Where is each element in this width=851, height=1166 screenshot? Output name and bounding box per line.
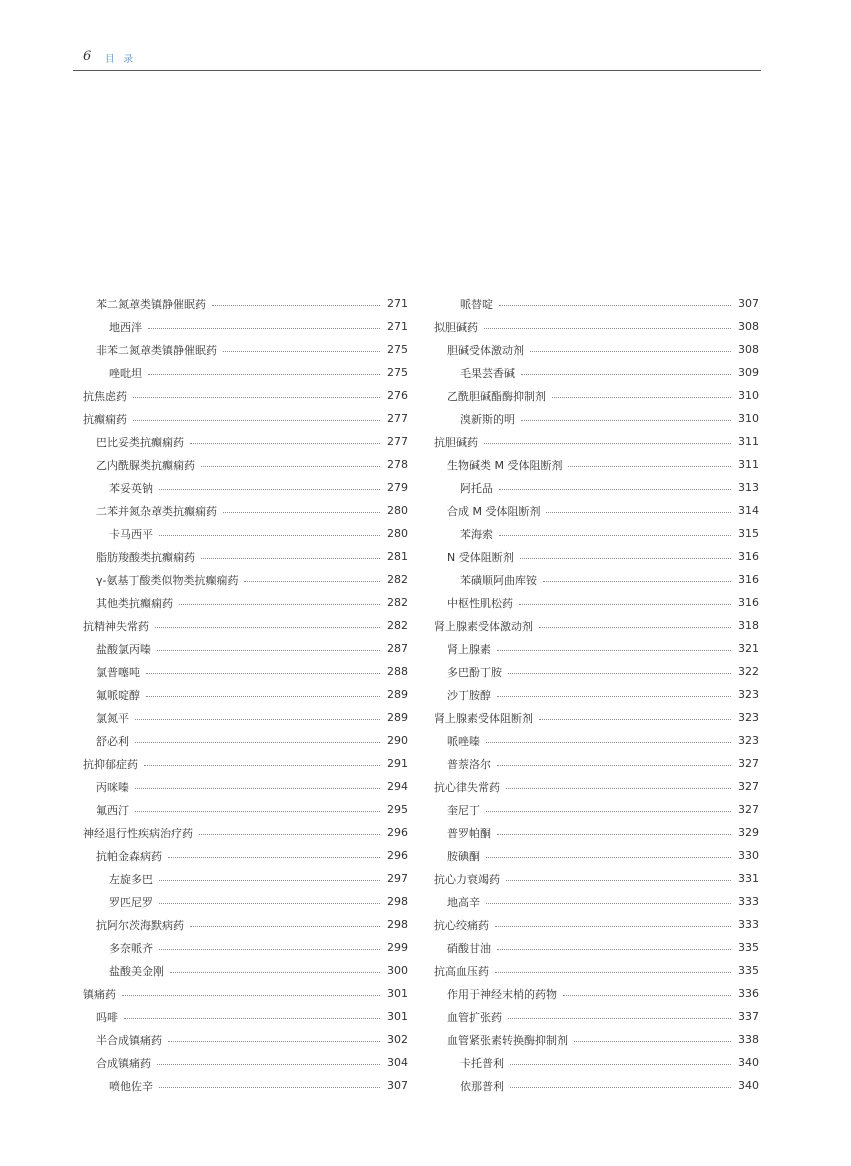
dot-leader xyxy=(568,466,731,467)
toc-entry-page-number: 337 xyxy=(738,1010,759,1023)
dot-leader xyxy=(201,558,380,559)
toc-entry-page-number: 314 xyxy=(738,504,759,517)
toc-entry-label: 氯氮平 xyxy=(96,711,129,725)
toc-entry-page-number: 327 xyxy=(738,803,759,816)
toc-entry[interactable] xyxy=(434,476,759,499)
toc-entry-label: 合成镇痛药 xyxy=(96,1056,151,1070)
dot-leader xyxy=(135,742,380,743)
toc-entry-label: 罗匹尼罗 xyxy=(109,895,153,909)
toc-entry-label: 卡托普利 xyxy=(460,1056,504,1070)
toc-entry[interactable] xyxy=(83,660,408,683)
toc-entry-page-number: 280 xyxy=(387,504,408,517)
dot-leader xyxy=(497,696,731,697)
toc-entry[interactable] xyxy=(434,407,759,430)
toc-entry[interactable] xyxy=(434,499,759,522)
toc-entry[interactable] xyxy=(83,430,408,453)
toc-entry-page-number: 300 xyxy=(387,964,408,977)
toc-entry-page-number: 278 xyxy=(387,458,408,471)
toc-entry[interactable] xyxy=(434,1005,759,1028)
dot-leader xyxy=(506,788,731,789)
toc-entry[interactable] xyxy=(83,499,408,522)
toc-entry-page-number: 289 xyxy=(387,688,408,701)
toc-entry-page-number: 311 xyxy=(738,435,759,448)
dot-leader xyxy=(520,558,731,559)
toc-entry-label: 血管扩张药 xyxy=(447,1010,502,1024)
toc-entry[interactable] xyxy=(83,522,408,545)
toc-entry[interactable] xyxy=(83,729,408,752)
toc-entry[interactable] xyxy=(83,959,408,982)
toc-entry-label: 溴新斯的明 xyxy=(460,412,515,426)
dot-leader xyxy=(199,834,380,835)
toc-entry[interactable] xyxy=(434,936,759,959)
toc-entry-label: 地西泮 xyxy=(109,320,142,334)
toc-entry-page-number: 282 xyxy=(387,573,408,586)
toc-entry-label: 抗帕金森病药 xyxy=(96,849,162,863)
toc-entry-page-number: 275 xyxy=(387,343,408,356)
toc-entry-page-number: 291 xyxy=(387,757,408,770)
toc-entry-page-number: 330 xyxy=(738,849,759,862)
toc-entry-label: 普萘洛尔 xyxy=(447,757,491,771)
toc-entry-label: 抗心绞痛药 xyxy=(434,918,489,932)
toc-entry-page-number: 287 xyxy=(387,642,408,655)
toc-entry[interactable] xyxy=(83,338,408,361)
toc-entry[interactable] xyxy=(83,407,408,430)
toc-entry[interactable] xyxy=(434,292,759,315)
toc-entry-label: 苯磺顺阿曲库铵 xyxy=(460,573,537,587)
toc-entry[interactable] xyxy=(434,384,759,407)
toc-entry[interactable] xyxy=(83,890,408,913)
toc-entry[interactable] xyxy=(434,522,759,545)
dot-leader xyxy=(223,351,380,352)
dot-leader xyxy=(499,305,731,306)
toc-entry[interactable] xyxy=(83,913,408,936)
toc-entry-page-number: 282 xyxy=(387,619,408,632)
toc-entry[interactable] xyxy=(434,637,759,660)
toc-entry-label: 抗阿尔茨海默病药 xyxy=(96,918,184,932)
dot-leader xyxy=(546,512,731,513)
toc-entry-page-number: 308 xyxy=(738,343,759,356)
dot-leader xyxy=(497,650,731,651)
toc-entry-page-number: 308 xyxy=(738,320,759,333)
dot-leader xyxy=(159,1087,380,1088)
toc-entry-page-number: 327 xyxy=(738,757,759,770)
dot-leader xyxy=(159,880,380,881)
toc-entry-page-number: 271 xyxy=(387,297,408,310)
dot-leader xyxy=(170,972,380,973)
toc-entry-page-number: 316 xyxy=(738,550,759,563)
toc-entry[interactable] xyxy=(434,338,759,361)
toc-entry-label: 抗焦虑药 xyxy=(83,389,127,403)
toc-entry-page-number: 296 xyxy=(387,849,408,862)
dot-leader xyxy=(122,995,380,996)
toc-entry-page-number: 322 xyxy=(738,665,759,678)
dot-leader xyxy=(539,719,731,720)
toc-entry[interactable] xyxy=(83,752,408,775)
toc-entry-label: 依那普利 xyxy=(460,1079,504,1093)
toc-entry[interactable] xyxy=(83,867,408,890)
toc-entry[interactable] xyxy=(434,982,759,1005)
toc-entry-label: 吗啡 xyxy=(96,1010,118,1024)
toc-entry-page-number: 333 xyxy=(738,895,759,908)
toc-column-right xyxy=(434,292,759,1097)
dot-leader xyxy=(146,696,380,697)
toc-entry[interactable] xyxy=(83,936,408,959)
toc-entry[interactable] xyxy=(434,1074,759,1097)
toc-entry-label: 乙内酰脲类抗癫痫药 xyxy=(96,458,195,472)
toc-entry-label: 地高辛 xyxy=(447,895,480,909)
toc-entry-page-number: 296 xyxy=(387,826,408,839)
toc-entry[interactable] xyxy=(83,315,408,338)
toc-entry-page-number: 271 xyxy=(387,320,408,333)
toc-entry-label: 氟西汀 xyxy=(96,803,129,817)
toc-entry[interactable] xyxy=(434,683,759,706)
dot-leader xyxy=(563,995,731,996)
toc-entry-page-number: 340 xyxy=(738,1056,759,1069)
dot-leader xyxy=(484,328,731,329)
dot-leader xyxy=(530,351,731,352)
dot-leader xyxy=(148,328,380,329)
toc-entry-label: 苯妥英钠 xyxy=(109,481,153,495)
page-number: 6 xyxy=(83,49,92,64)
toc-entry[interactable] xyxy=(83,798,408,821)
dot-leader xyxy=(133,420,380,421)
toc-entry[interactable] xyxy=(83,476,408,499)
toc-entry-page-number: 316 xyxy=(738,596,759,609)
toc-entry-label: 拟胆碱药 xyxy=(434,320,478,334)
dot-leader xyxy=(223,512,380,513)
toc-entry-label: 苯二氮䓬类镇静催眠药 xyxy=(96,297,206,311)
toc-entry-page-number: 336 xyxy=(738,987,759,1000)
toc-entry-page-number: 301 xyxy=(387,987,408,1000)
toc-entry-page-number: 295 xyxy=(387,803,408,816)
dot-leader xyxy=(486,742,731,743)
toc-entry-label: 左旋多巴 xyxy=(109,872,153,886)
dot-leader xyxy=(157,650,380,651)
toc-entry-page-number: 277 xyxy=(387,412,408,425)
dot-leader xyxy=(486,903,731,904)
toc-entry[interactable] xyxy=(434,568,759,591)
toc-entry-label: 肾上腺素受体激动剂 xyxy=(434,619,533,633)
dot-leader xyxy=(157,1064,380,1065)
dot-leader xyxy=(519,604,731,605)
dot-leader xyxy=(486,811,731,812)
toc-entry-label: 阿托品 xyxy=(460,481,493,495)
toc-entry-page-number: 280 xyxy=(387,527,408,540)
toc-entry[interactable] xyxy=(434,315,759,338)
toc-entry-page-number: 294 xyxy=(387,780,408,793)
toc-entry-label: 抗胆碱药 xyxy=(434,435,478,449)
dot-leader xyxy=(133,397,380,398)
toc-entry[interactable] xyxy=(83,775,408,798)
dot-leader xyxy=(168,857,380,858)
toc-entry-page-number: 321 xyxy=(738,642,759,655)
toc-entry[interactable] xyxy=(434,1051,759,1074)
dot-leader xyxy=(179,604,380,605)
dot-leader xyxy=(497,949,731,950)
toc-entry-page-number: 335 xyxy=(738,941,759,954)
toc-entry-label: 唑吡坦 xyxy=(109,366,142,380)
dot-leader xyxy=(552,397,731,398)
dot-leader xyxy=(495,926,731,927)
toc-entry-label: γ-氨基丁酸类似物类抗癫痫药 xyxy=(96,573,239,587)
toc-entry[interactable] xyxy=(434,545,759,568)
toc-entry-page-number: 323 xyxy=(738,688,759,701)
toc-entry-page-number: 282 xyxy=(387,596,408,609)
toc-entry[interactable] xyxy=(83,637,408,660)
dot-leader xyxy=(539,627,731,628)
toc-entry-page-number: 318 xyxy=(738,619,759,632)
toc-entry-page-number: 338 xyxy=(738,1033,759,1046)
toc-entry[interactable] xyxy=(434,591,759,614)
dot-leader xyxy=(190,443,380,444)
toc-entry-label: 肾上腺素受体阻断剂 xyxy=(434,711,533,725)
toc-entry[interactable] xyxy=(434,913,759,936)
toc-entry[interactable] xyxy=(434,821,759,844)
dot-leader xyxy=(135,788,380,789)
toc-entry-page-number: 329 xyxy=(738,826,759,839)
toc-entry-label: 硝酸甘油 xyxy=(447,941,491,955)
toc-entry[interactable] xyxy=(434,1028,759,1051)
dot-leader xyxy=(499,535,731,536)
toc-entry-page-number: 277 xyxy=(387,435,408,448)
toc-entry[interactable] xyxy=(83,568,408,591)
toc-entry-label: 半合成镇痛药 xyxy=(96,1033,162,1047)
toc-entry[interactable] xyxy=(83,821,408,844)
dot-leader xyxy=(155,627,380,628)
toc-entry-label: 抗心力衰竭药 xyxy=(434,872,500,886)
toc-entry-page-number: 281 xyxy=(387,550,408,563)
toc-entry-label: 中枢性肌松药 xyxy=(447,596,513,610)
toc-entry-page-number: 275 xyxy=(387,366,408,379)
toc-entry-label: 乙酰胆碱酯酶抑制剂 xyxy=(447,389,546,403)
toc-entry[interactable] xyxy=(83,1074,408,1097)
toc-entry-label: 二苯并氮杂䓬类抗癫痫药 xyxy=(96,504,217,518)
toc-entry-page-number: 316 xyxy=(738,573,759,586)
toc-entry[interactable] xyxy=(434,453,759,476)
toc-entry[interactable] xyxy=(434,890,759,913)
toc-entry[interactable] xyxy=(83,683,408,706)
toc-entry-page-number: 310 xyxy=(738,412,759,425)
section-title: 目 录 xyxy=(105,54,137,65)
toc-entry-page-number: 335 xyxy=(738,964,759,977)
toc-entry[interactable] xyxy=(83,384,408,407)
dot-leader xyxy=(159,903,380,904)
toc-entry-label: 肾上腺素 xyxy=(447,642,491,656)
toc-entry-page-number: 298 xyxy=(387,895,408,908)
toc-entry-page-number: 323 xyxy=(738,711,759,724)
toc-entry-page-number: 307 xyxy=(387,1079,408,1092)
toc-entry[interactable] xyxy=(434,844,759,867)
toc-entry[interactable] xyxy=(83,982,408,1005)
toc-entry-label: 镇痛药 xyxy=(83,987,116,1001)
dot-leader xyxy=(484,443,731,444)
toc-entry-label: 苯海索 xyxy=(460,527,493,541)
toc-entry-label: 丙咪嗪 xyxy=(96,780,129,794)
dot-leader xyxy=(499,489,731,490)
toc-entry-label: 其他类抗癫痫药 xyxy=(96,596,173,610)
dot-leader xyxy=(508,1018,731,1019)
toc-entry[interactable] xyxy=(83,361,408,384)
toc-entry[interactable] xyxy=(434,959,759,982)
toc-entry-label: 神经退行性疾病治疗药 xyxy=(83,826,193,840)
toc-entry-label: N 受体阻断剂 xyxy=(447,550,514,564)
dot-leader xyxy=(190,926,380,927)
toc-entry-page-number: 288 xyxy=(387,665,408,678)
toc-entry[interactable] xyxy=(83,706,408,729)
dot-leader xyxy=(574,1041,731,1042)
toc-entry-label: 沙丁胺醇 xyxy=(447,688,491,702)
dot-leader xyxy=(124,1018,380,1019)
toc-entry-label: 氯普噻吨 xyxy=(96,665,140,679)
toc-entry-label: 抗高血压药 xyxy=(434,964,489,978)
dot-leader xyxy=(159,949,380,950)
toc-entry[interactable] xyxy=(434,729,759,752)
toc-entry-label: 普罗帕酮 xyxy=(447,826,491,840)
toc-entry-page-number: 340 xyxy=(738,1079,759,1092)
toc-entry-page-number: 307 xyxy=(738,297,759,310)
toc-entry-page-number: 323 xyxy=(738,734,759,747)
toc-entry[interactable] xyxy=(434,867,759,890)
dot-leader xyxy=(159,489,380,490)
header-rule xyxy=(73,70,761,71)
dot-leader xyxy=(159,535,380,536)
toc-entry[interactable] xyxy=(434,614,759,637)
dot-leader xyxy=(148,374,380,375)
toc-entry-page-number: 297 xyxy=(387,872,408,885)
dot-leader xyxy=(168,1041,380,1042)
toc-entry[interactable] xyxy=(83,545,408,568)
toc-entry[interactable] xyxy=(434,660,759,683)
toc-entry[interactable] xyxy=(434,430,759,453)
toc-entry-label: 毛果芸香碱 xyxy=(460,366,515,380)
toc-entry-label: 胺碘酮 xyxy=(447,849,480,863)
dot-leader xyxy=(495,972,731,973)
toc-entry-page-number: 302 xyxy=(387,1033,408,1046)
toc-entry-page-number: 304 xyxy=(387,1056,408,1069)
toc-entry[interactable] xyxy=(83,453,408,476)
dot-leader xyxy=(510,1064,731,1065)
toc-entry-label: 胆碱受体激动剂 xyxy=(447,343,524,357)
toc-entry-page-number: 327 xyxy=(738,780,759,793)
dot-leader xyxy=(497,834,731,835)
toc-entry[interactable] xyxy=(434,752,759,775)
toc-entry-page-number: 298 xyxy=(387,918,408,931)
toc-entry[interactable] xyxy=(83,591,408,614)
dot-leader xyxy=(510,1087,731,1088)
toc-entry-label: 抗抑郁症药 xyxy=(83,757,138,771)
toc-entry-label: 合成 M 受体阻断剂 xyxy=(447,504,541,518)
toc-entry-label: 脂肪羧酸类抗癫痫药 xyxy=(96,550,195,564)
toc-entry-label: 作用于神经末梢的药物 xyxy=(447,987,557,1001)
dot-leader xyxy=(201,466,380,467)
toc-entry-label: 抗精神失常药 xyxy=(83,619,149,633)
toc-entry[interactable] xyxy=(83,1028,408,1051)
toc-entry-page-number: 310 xyxy=(738,389,759,402)
dot-leader xyxy=(543,581,731,582)
toc-entry-label: 舒必利 xyxy=(96,734,129,748)
toc-entry[interactable] xyxy=(83,1005,408,1028)
toc-entry[interactable] xyxy=(434,706,759,729)
toc-entry-label: 血管紧张素转换酶抑制剂 xyxy=(447,1033,568,1047)
dot-leader xyxy=(508,673,731,674)
dot-leader xyxy=(521,420,731,421)
toc-entry-label: 非苯二氮䓬类镇静催眠药 xyxy=(96,343,217,357)
toc-entry-label: 卡马西平 xyxy=(109,527,153,541)
toc-entry-page-number: 311 xyxy=(738,458,759,471)
toc-entry-page-number: 290 xyxy=(387,734,408,747)
toc-entry-label: 氟哌啶醇 xyxy=(96,688,140,702)
toc-entry-page-number: 299 xyxy=(387,941,408,954)
toc-entry-label: 抗心律失常药 xyxy=(434,780,500,794)
toc-entry-page-number: 301 xyxy=(387,1010,408,1023)
toc-entry[interactable] xyxy=(83,292,408,315)
toc-entry-label: 喷他佐辛 xyxy=(109,1079,153,1093)
toc-entry-page-number: 309 xyxy=(738,366,759,379)
toc-entry-label: 哌唑嗪 xyxy=(447,734,480,748)
toc-entry[interactable] xyxy=(434,361,759,384)
toc-entry-page-number: 333 xyxy=(738,918,759,931)
toc-entry-page-number: 315 xyxy=(738,527,759,540)
toc-entry-label: 哌替啶 xyxy=(460,297,493,311)
toc-entry-page-number: 289 xyxy=(387,711,408,724)
toc-entry-label: 巴比妥类抗癫痫药 xyxy=(96,435,184,449)
toc-column-left xyxy=(83,292,408,1097)
dot-leader xyxy=(135,811,380,812)
toc-entry-label: 盐酸美金刚 xyxy=(109,964,164,978)
toc-entry-label: 奎尼丁 xyxy=(447,803,480,817)
dot-leader xyxy=(506,880,731,881)
toc-entry-page-number: 331 xyxy=(738,872,759,885)
toc-entry-page-number: 279 xyxy=(387,481,408,494)
toc-entry[interactable] xyxy=(434,775,759,798)
toc-entry[interactable] xyxy=(83,1051,408,1074)
toc-entry[interactable] xyxy=(434,798,759,821)
toc-entry-page-number: 313 xyxy=(738,481,759,494)
toc-entry-label: 盐酸氯丙嗪 xyxy=(96,642,151,656)
dot-leader xyxy=(146,673,380,674)
toc-entry[interactable] xyxy=(83,614,408,637)
toc-entry-label: 多巴酚丁胺 xyxy=(447,665,502,679)
dot-leader xyxy=(486,857,731,858)
dot-leader xyxy=(212,305,380,306)
dot-leader xyxy=(521,374,731,375)
dot-leader xyxy=(135,719,380,720)
toc-entry-label: 抗癫痫药 xyxy=(83,412,127,426)
toc-entry[interactable] xyxy=(83,844,408,867)
toc-entry-label: 多奈哌齐 xyxy=(109,941,153,955)
toc-entry-label: 生物碱类 M 受体阻断剂 xyxy=(447,458,563,472)
toc-entry-page-number: 276 xyxy=(387,389,408,402)
dot-leader xyxy=(144,765,380,766)
dot-leader xyxy=(497,765,731,766)
dot-leader xyxy=(244,581,380,582)
